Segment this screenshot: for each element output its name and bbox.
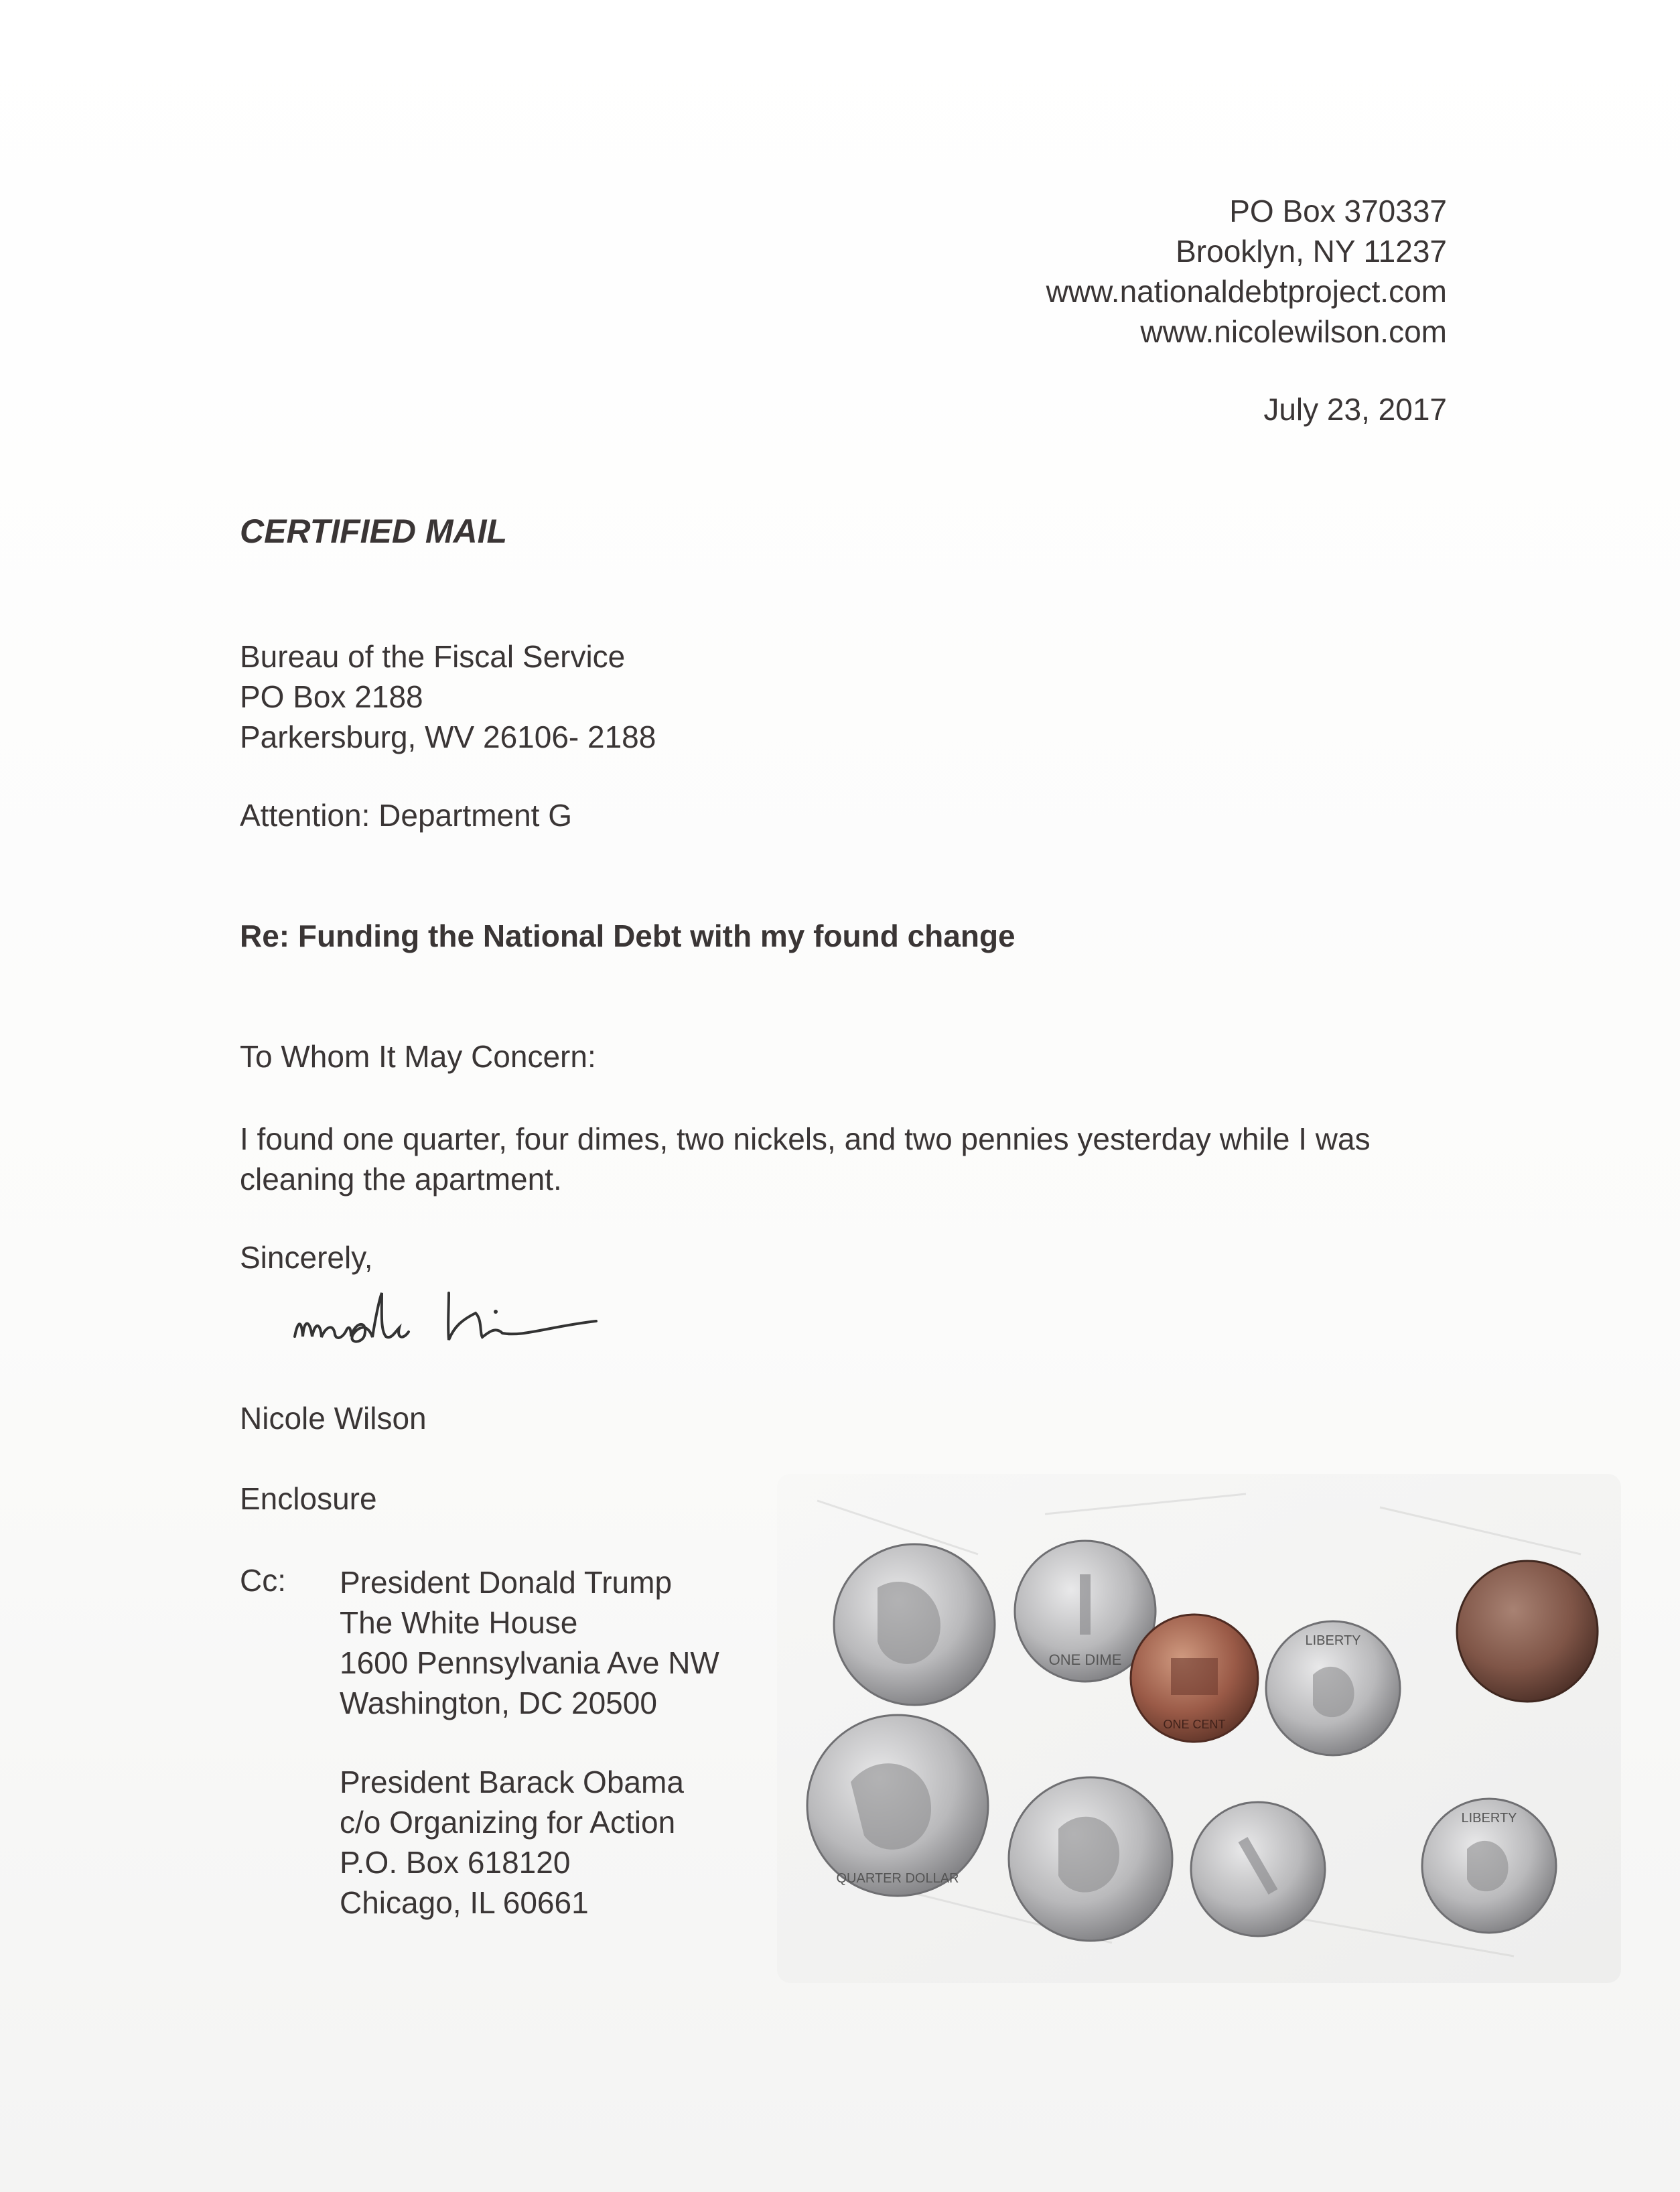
- sender-website-2: www.nicolewilson.com: [1140, 314, 1447, 349]
- enclosure-note: Enclosure: [240, 1481, 377, 1516]
- letter-date: July 23, 2017: [1263, 392, 1447, 427]
- dime-liberty-inscription: LIBERTY: [1305, 1633, 1361, 1648]
- cc-recipient-1-line4: Washington, DC 20500: [340, 1686, 657, 1720]
- cc-recipient-2-line1: President Barack Obama: [340, 1765, 684, 1799]
- penny-coin: [1457, 1561, 1598, 1702]
- cc-label: Cc:: [240, 1563, 286, 1598]
- recipient-address-line1: PO Box 2188: [240, 679, 423, 714]
- cc-recipient-1-line3: 1600 Pennsylvania Ave NW: [340, 1645, 719, 1680]
- dime-coin: [1266, 1621, 1400, 1755]
- sender-website-1: www.nationaldebtproject.com: [1046, 274, 1447, 309]
- recipient-name: Bureau of the Fiscal Service: [240, 639, 626, 674]
- sender-address-line2: Brooklyn, NY 11237: [1176, 234, 1447, 269]
- sender-address: [1046, 191, 1447, 352]
- nickel-coin: [834, 1544, 995, 1705]
- cc-recipient-2-line4: Chicago, IL 60661: [340, 1885, 589, 1920]
- attention-line: Attention: Department G: [240, 798, 573, 833]
- quarter-coin: [807, 1715, 988, 1896]
- signer-name: Nicole Wilson: [240, 1401, 427, 1436]
- sender-address-line1: PO Box 370337: [1229, 194, 1447, 228]
- cc-recipient-2-line3: P.O. Box 618120: [340, 1845, 571, 1880]
- cc-recipient-2-line2: c/o Organizing for Action: [340, 1805, 676, 1840]
- recipient-address: [240, 636, 656, 757]
- cc-recipient-2: [340, 1762, 684, 1923]
- mail-type-heading: CERTIFIED MAIL: [240, 512, 508, 550]
- quarter-inscription: QUARTER DOLLAR: [836, 1871, 959, 1886]
- handwritten-signature: [281, 1273, 670, 1393]
- subject-line: Re: Funding the National Debt with my found change: [240, 918, 1016, 953]
- cc-recipient-1: [340, 1562, 719, 1723]
- dime-coin: [1191, 1802, 1325, 1936]
- salutation: To Whom It May Concern:: [240, 1039, 596, 1074]
- cc-recipient-1-line2: The White House: [340, 1605, 578, 1640]
- recipient-address-line2: Parkersburg, WV 26106- 2188: [240, 720, 656, 754]
- cc-recipient-1-line1: President Donald Trump: [340, 1565, 673, 1600]
- nickel-coin: [1009, 1777, 1172, 1941]
- penny-inscription: ONE CENT: [1163, 1718, 1226, 1731]
- enclosed-coins: [777, 1474, 1621, 1983]
- dime-inscription: ONE DIME: [1048, 1651, 1122, 1668]
- dime-coin: [1422, 1799, 1556, 1933]
- penny-coin: [1131, 1615, 1258, 1742]
- letter-body: I found one quarter, four dimes, two nickels, and two pennies yesterday while I was cleaning the apartment.: [240, 1121, 1371, 1196]
- dime-liberty-inscription: LIBERTY: [1461, 1811, 1517, 1826]
- closing: Sincerely,: [240, 1240, 373, 1275]
